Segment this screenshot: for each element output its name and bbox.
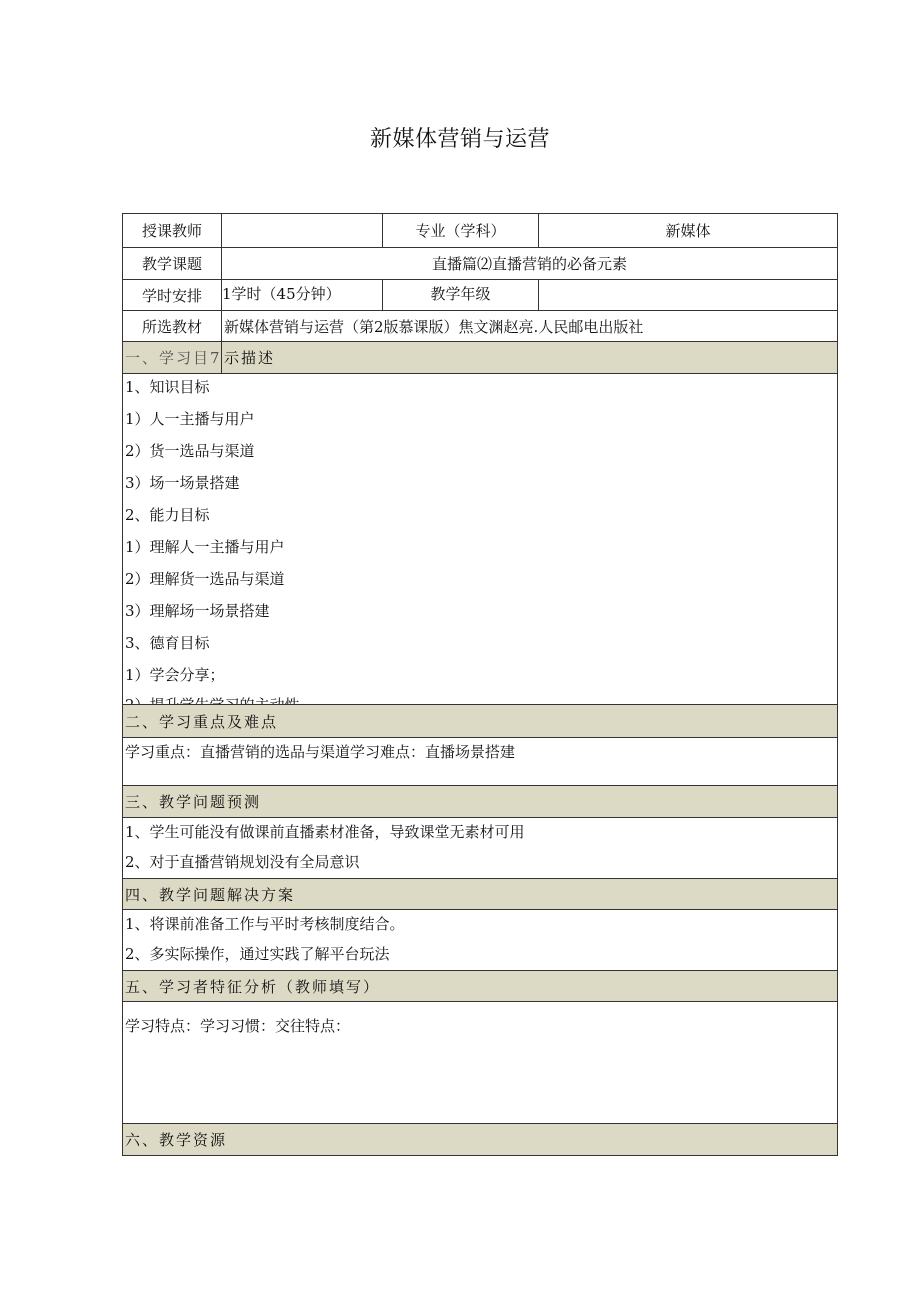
section-6-title: 六、教学资源 bbox=[125, 1131, 228, 1149]
objective-line: 2）货一选品与渠道 bbox=[125, 442, 255, 460]
grade-label: 教学年级 bbox=[382, 280, 538, 310]
prediction-line: 2、对于直播营销规划没有全局意识 bbox=[125, 853, 360, 871]
info-row-topic bbox=[123, 247, 837, 279]
major-value: 新媒体 bbox=[538, 214, 837, 247]
info-row-teacher bbox=[123, 214, 837, 247]
objectives-content bbox=[123, 373, 837, 704]
section-1-title-part2: 示描述 bbox=[221, 342, 837, 373]
objective-line: 1）理解人一主播与用户 bbox=[125, 538, 285, 556]
learner-analysis-text: 学习特点：学习习惯：交往特点： bbox=[125, 1017, 351, 1035]
objective-line: 1）学会分享； bbox=[125, 666, 225, 684]
prediction-line: 1、学生可能没有做课前直播素材准备，导致课堂无素材可用 bbox=[125, 823, 525, 841]
keypoints-content bbox=[123, 737, 837, 785]
keypoints-text: 学习重点：直播营销的选品与渠道学习难点：直播场景搭建 bbox=[125, 743, 516, 761]
solution-line: 1、将课前准备工作与平时考核制度结合。 bbox=[125, 915, 405, 933]
lesson-plan-table bbox=[122, 213, 838, 1156]
topic-value: 直播篇⑵直播营销的必备元素 bbox=[221, 248, 837, 279]
document-title: 新媒体营销与运营 bbox=[369, 127, 550, 152]
objective-line: 2、能力目标 bbox=[125, 506, 210, 524]
section-3-title: 三、教学问题预测 bbox=[125, 793, 262, 811]
section-2-title: 二、学习重点及难点 bbox=[125, 712, 279, 731]
solutions-content bbox=[123, 909, 837, 970]
learner-analysis-content bbox=[123, 1001, 837, 1123]
section-resources-header bbox=[123, 1123, 837, 1155]
section-predictions-header bbox=[123, 785, 837, 817]
info-row-textbook bbox=[123, 310, 837, 341]
section-4-title: 四、教学问题解决方案 bbox=[125, 885, 296, 904]
section-objectives-header bbox=[123, 341, 837, 373]
textbook-label: 所选教材 bbox=[141, 317, 202, 336]
objective-line: 3）场一场景搭建 bbox=[125, 474, 240, 492]
info-row-hours bbox=[123, 279, 837, 310]
solution-line: 2、多实际操作，通过实践了解平台玩法 bbox=[125, 945, 390, 963]
hours-label: 学时安排 bbox=[141, 286, 202, 305]
grade-value bbox=[538, 280, 837, 310]
teacher-value bbox=[221, 214, 382, 247]
objective-line: 3）理解场一场景搭建 bbox=[125, 602, 270, 620]
section-5-title: 五、学习者特征分析（教师填写） bbox=[125, 977, 381, 996]
section-solutions-header bbox=[123, 878, 837, 909]
section-learner-header bbox=[123, 970, 837, 1001]
topic-label: 教学课题 bbox=[141, 255, 202, 273]
section-keypoints-header bbox=[123, 704, 837, 737]
hours-value: 1学时（45分钟） bbox=[221, 280, 382, 310]
textbook-value: 新媒体营销与运营（第2版慕课版）焦文渊赵亮.人民邮电出版社 bbox=[221, 311, 837, 341]
objective-line: 2）理解货一选品与渠道 bbox=[125, 570, 285, 588]
objective-line: 1、知识目标 bbox=[125, 378, 210, 396]
teacher-label: 授课教师 bbox=[141, 222, 202, 240]
predictions-content bbox=[123, 817, 837, 878]
objective-line: 1）人一主播与用户 bbox=[125, 410, 255, 428]
major-label: 专业（学科） bbox=[382, 214, 538, 247]
section-1-title-part1: 一、学习目7 bbox=[125, 349, 222, 367]
objective-line: 3、德育目标 bbox=[125, 634, 210, 652]
